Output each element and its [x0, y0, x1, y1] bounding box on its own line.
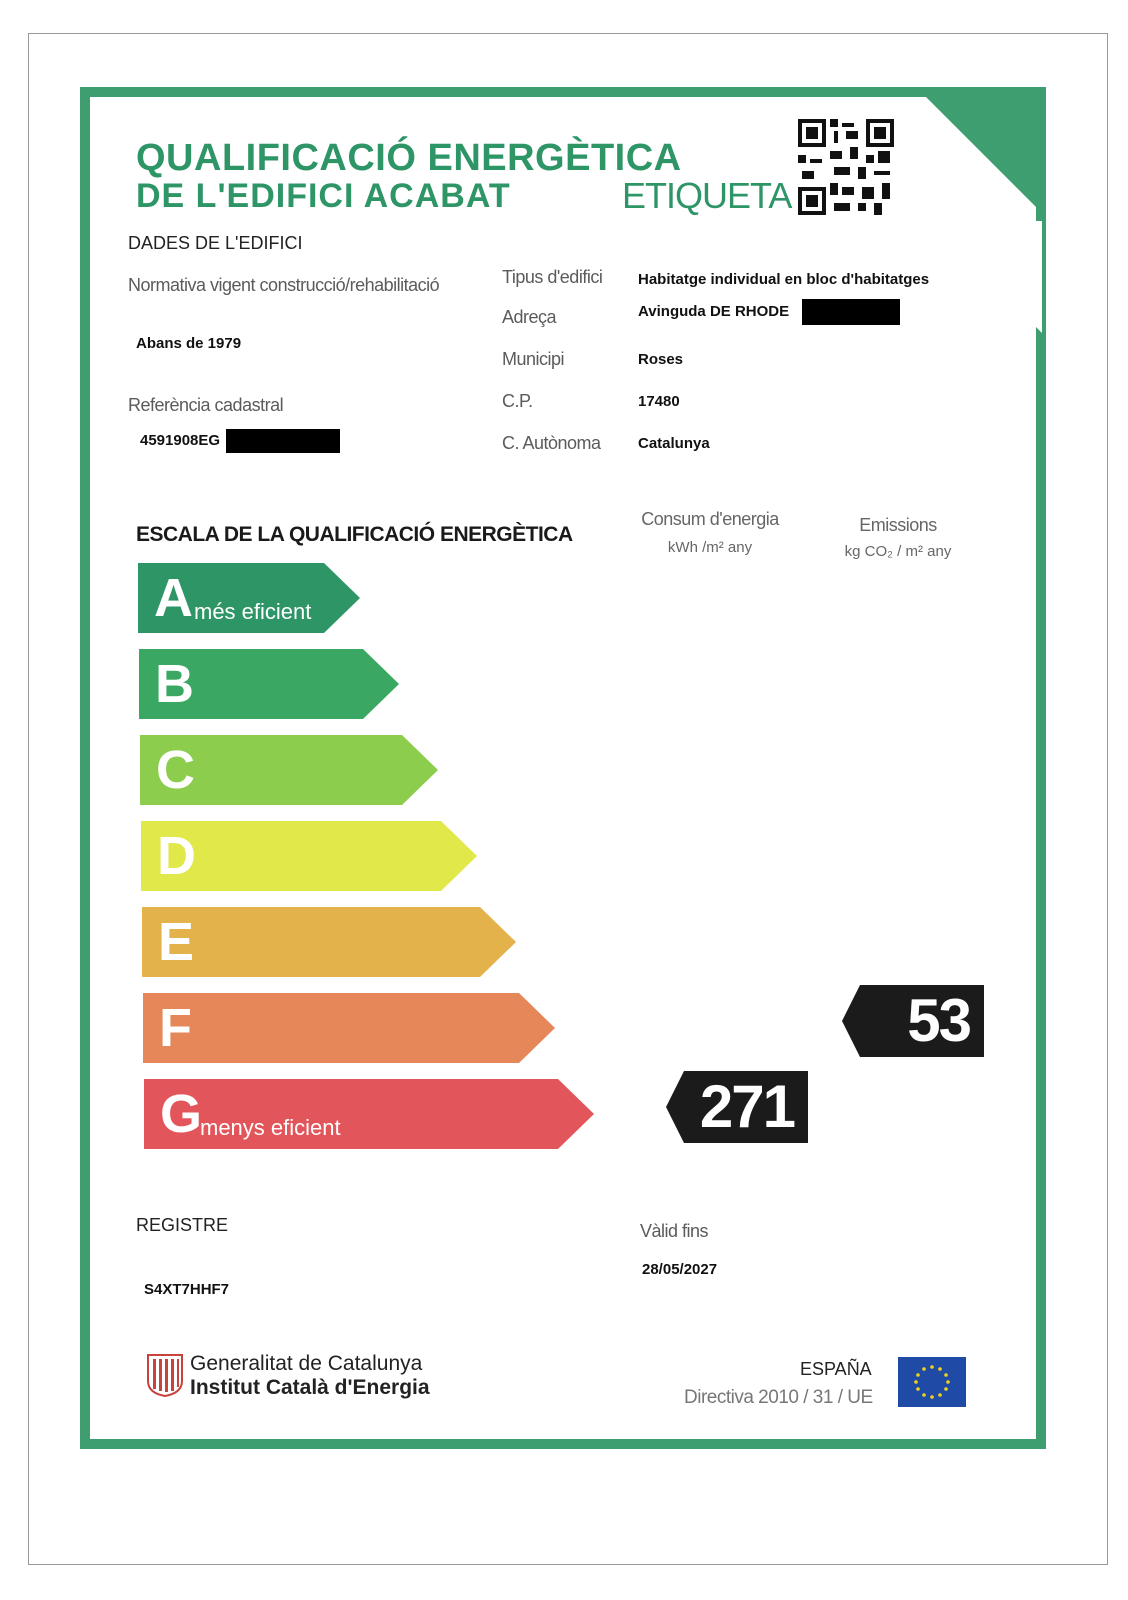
emissions-value: 53 [907, 987, 970, 1054]
cadastral-ref-value: 4591908EG [140, 432, 221, 449]
redacted-block [226, 429, 340, 453]
energy-class-caption: més eficient [194, 599, 312, 624]
normativa-value: Abans de 1979 [136, 335, 242, 352]
consum-unit: kWh /m² any [667, 539, 753, 556]
consum-value: 271 [699, 1073, 794, 1140]
field-label-autonoma: C. Autònoma [502, 433, 601, 453]
field-value-adreca: Avinguda DE RHODE [638, 303, 790, 320]
scale-title: ESCALA DE LA QUALIFICACIÓ ENERGÈTICA [136, 523, 573, 546]
title-line1: QUALIFICACIÓ ENERGÈTICA [136, 137, 682, 179]
consum-title: Consum d'energia [641, 509, 779, 529]
registre-label: REGISTRE [136, 1215, 229, 1235]
energy-class-bar-a [138, 563, 360, 633]
energy-class-letter: B [155, 654, 194, 714]
energy-class-bar-b [139, 649, 399, 719]
building-section-title: DADES DE L'EDIFICI [128, 233, 303, 253]
energy-class-bar-e [142, 907, 516, 977]
consum-indicator [666, 1071, 808, 1143]
energy-class-bar-d [141, 821, 477, 891]
eu-flag-icon [898, 1357, 966, 1407]
energy-class-letter: E [158, 912, 195, 972]
generalitat-crest-icon [146, 1353, 184, 1397]
frame-corner [916, 87, 1046, 217]
field-value-municipi: Roses [638, 351, 684, 368]
qr-code-icon [798, 119, 894, 215]
country-label: ESPAÑA [800, 1359, 872, 1379]
emissions-indicator [842, 985, 984, 1057]
energy-class-bar-c [140, 735, 438, 805]
field-label-cp: C.P. [502, 391, 533, 411]
energy-class-letter: A [154, 568, 193, 628]
title-line2: DE L'EDIFICI ACABAT [136, 177, 511, 215]
field-label-tipus: Tipus d'edifici [502, 267, 603, 287]
energy-class-bar-g [144, 1079, 594, 1149]
energy-class-bar-f [143, 993, 555, 1063]
emissions-title: Emissions [859, 515, 937, 535]
directive-label: Directiva 2010 / 31 / UE [684, 1387, 873, 1408]
energy-class-letter: F [159, 998, 192, 1058]
energy-class-letter: G [160, 1084, 203, 1144]
redacted-block [802, 299, 900, 325]
cadastral-ref-label: Referència cadastral [128, 395, 284, 415]
energy-class-letter: D [157, 826, 196, 886]
field-label-municipi: Municipi [502, 349, 565, 369]
org-name: Generalitat de Catalunya [190, 1352, 423, 1375]
valid-label: Vàlid fins [640, 1221, 709, 1241]
field-value-tipus: Habitatge individual en bloc d'habitatges [638, 271, 930, 288]
energy-class-caption: menys eficient [200, 1115, 341, 1140]
emissions-unit: kg CO₂ / m² any [844, 543, 952, 560]
field-value-cp: 17480 [638, 393, 680, 410]
energy-label-frame [80, 87, 1046, 1449]
valid-value: 28/05/2027 [642, 1261, 718, 1278]
normativa-label: Normativa vigent construcció/rehabilitació [128, 275, 440, 295]
field-label-adreca: Adreça [502, 307, 557, 327]
field-value-autonoma: Catalunya [638, 435, 710, 452]
institute-name: Institut Català d'Energia [190, 1376, 430, 1399]
energy-class-letter: C [156, 740, 195, 800]
etiqueta-label: ETIQUETA [622, 175, 792, 216]
registre-value: S4XT7HHF7 [144, 1281, 230, 1298]
